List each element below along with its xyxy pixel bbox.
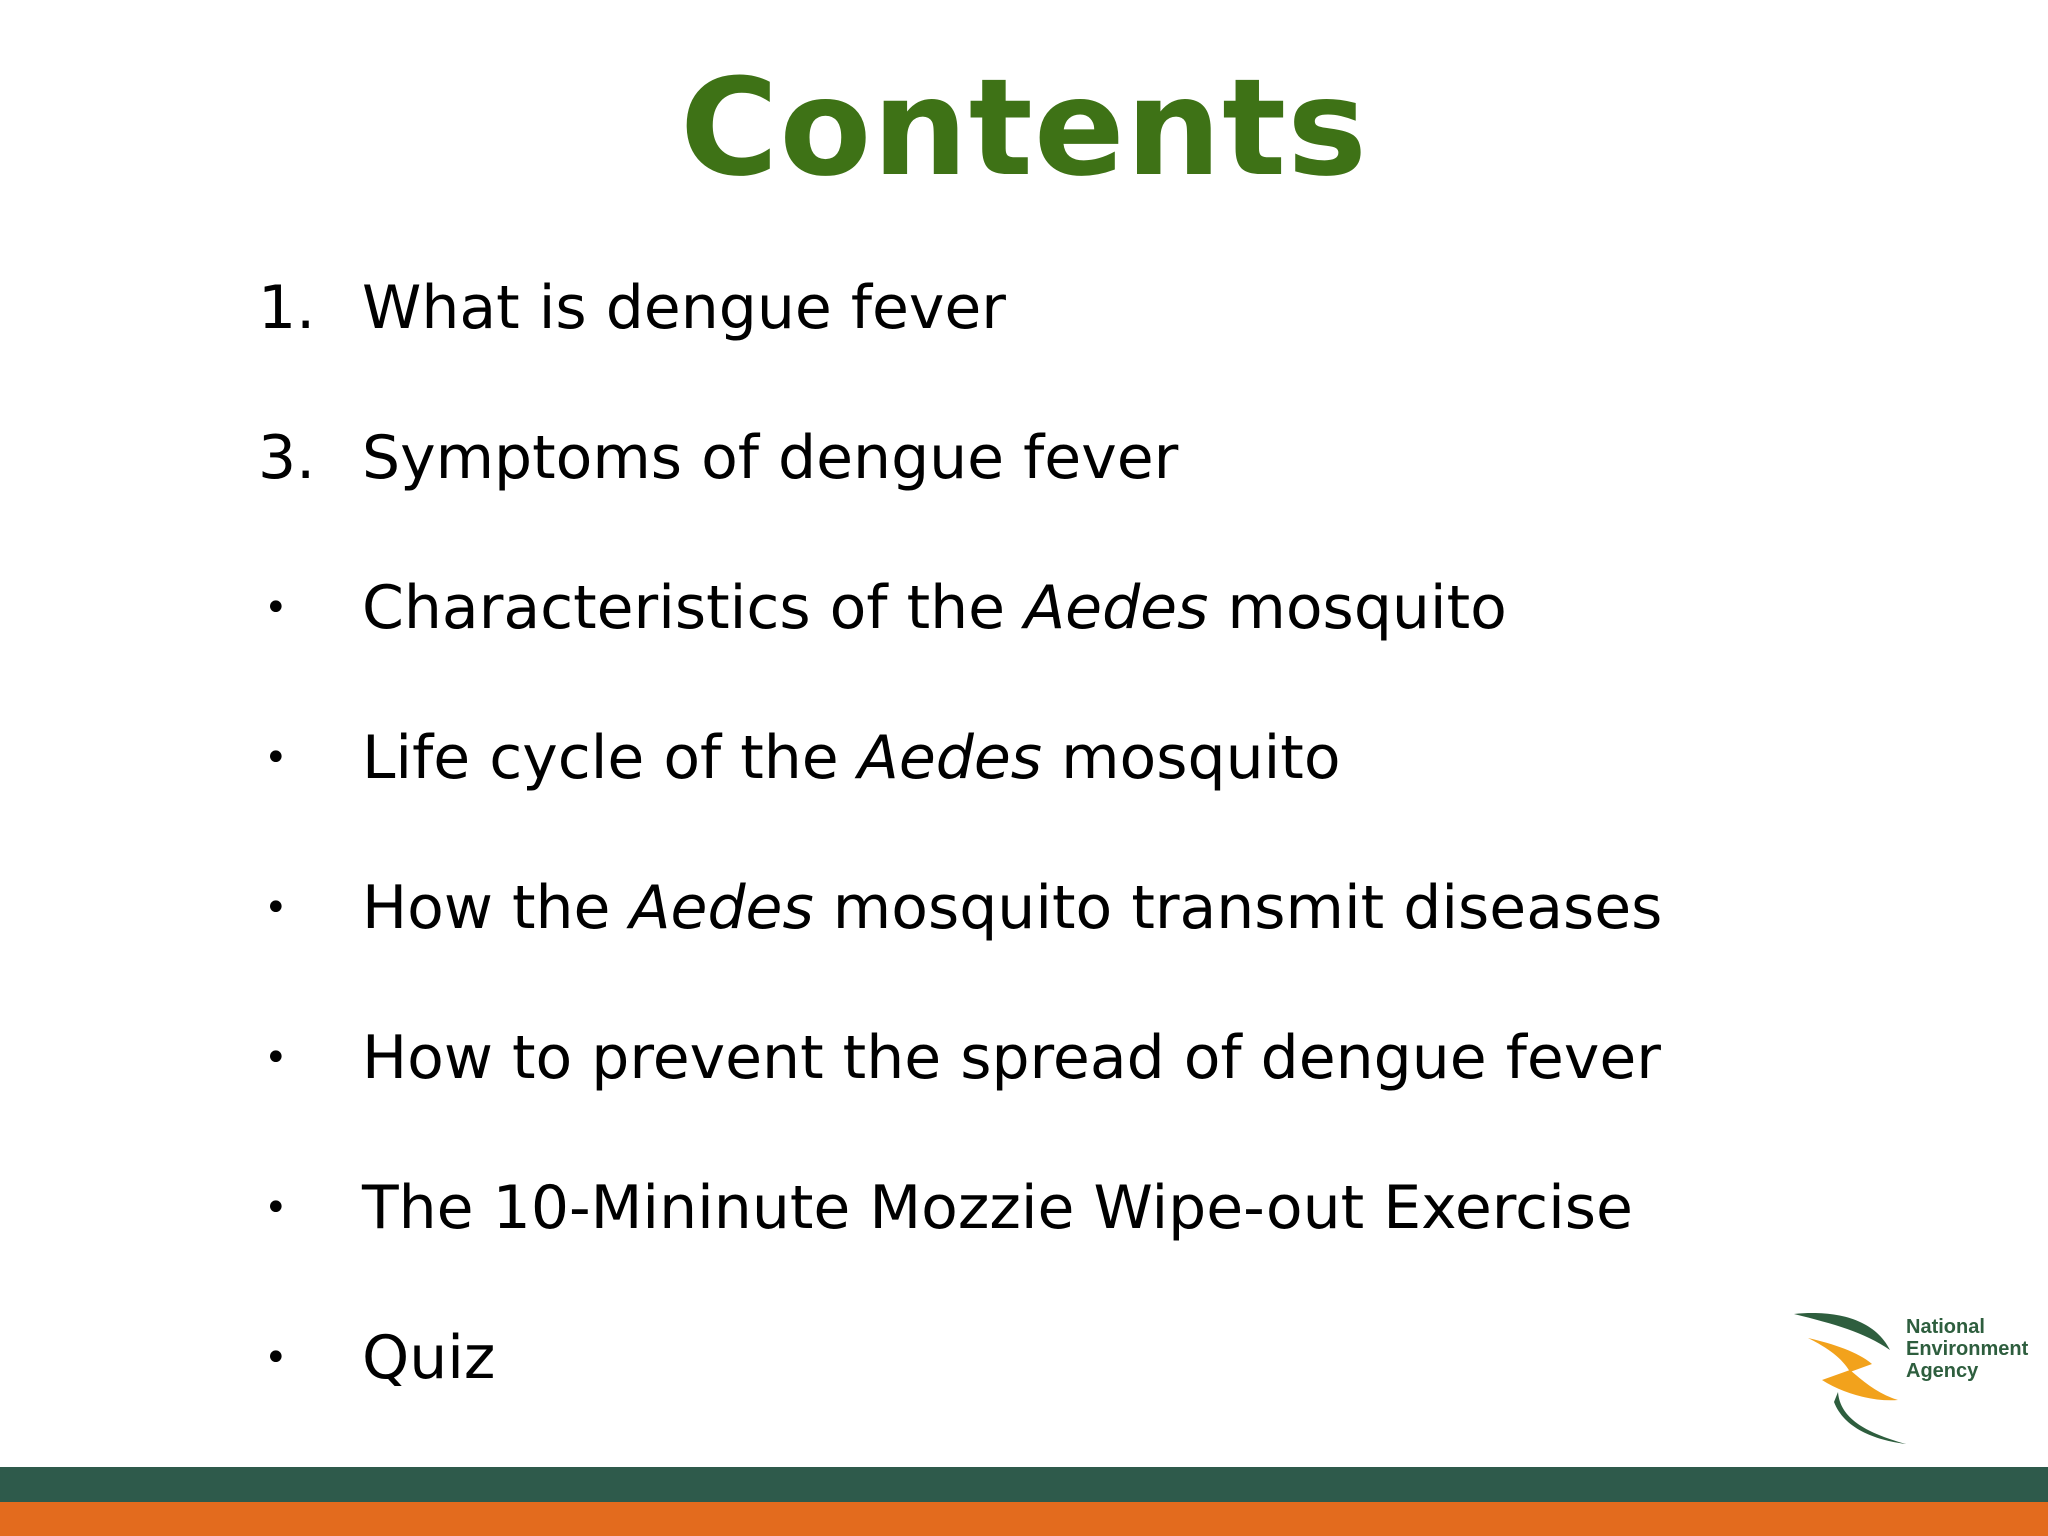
nea-logo (1794, 1310, 2034, 1446)
item-text (362, 248, 1006, 368)
slide-title: Contents (680, 50, 1368, 206)
item-marker: 3. (258, 423, 316, 493)
logo-swoosh-orange-top (1808, 1338, 1872, 1372)
contents-item (258, 848, 1758, 998)
item-text-part: Life cycle of the (362, 723, 858, 793)
contents-item (258, 998, 1758, 1148)
item-text (362, 1148, 1633, 1268)
contents-list (258, 248, 1758, 1448)
item-marker: • (264, 585, 288, 631)
item-text-part: mosquito (1042, 723, 1341, 793)
item-text-italic: Aedes (629, 873, 814, 943)
item-text-italic: Aedes (857, 723, 1043, 793)
logo-line-1: National (1906, 1316, 1985, 1338)
item-text-italic: Aedes (1024, 573, 1209, 643)
contents-item (258, 698, 1758, 848)
item-marker: • (264, 1335, 288, 1381)
logo-swoosh-orange-bottom (1822, 1370, 1898, 1400)
contents-item (258, 398, 1758, 548)
contents-item (258, 248, 1758, 398)
item-text (362, 548, 1507, 668)
footer-band-green (0, 1467, 2048, 1502)
item-text-part: mosquito (1208, 573, 1507, 643)
contents-item (258, 1298, 1758, 1448)
item-text (362, 398, 1178, 518)
logo-swoosh-top (1794, 1313, 1890, 1350)
footer-band-orange (0, 1502, 2048, 1536)
item-text (362, 1298, 495, 1418)
item-text-part: How the (362, 873, 630, 943)
item-text-part: What is dengue fever (362, 273, 1006, 343)
item-text (362, 698, 1341, 818)
item-marker: 1. (258, 273, 316, 343)
logo-line-3: Agency (1906, 1360, 1979, 1382)
item-text-part: How to prevent the spread of dengue fever (362, 1023, 1661, 1093)
item-text-part: The 10-Mininute Mozzie Wipe-out Exercise (362, 1173, 1633, 1243)
logo-text (1906, 1316, 2028, 1382)
item-text-part: Characteristics of the (362, 573, 1025, 643)
contents-item (258, 1148, 1758, 1298)
item-marker: • (264, 885, 288, 931)
item-text-part: mosquito transmit diseases (813, 873, 1663, 943)
item-text (362, 998, 1661, 1118)
item-marker: • (264, 735, 288, 781)
item-marker: • (264, 1185, 288, 1231)
contents-item (258, 548, 1758, 698)
logo-line-2: Environment (1906, 1338, 2029, 1360)
item-text-part: Quiz (362, 1323, 496, 1393)
item-text-part: Symptoms of dengue fever (362, 423, 1179, 493)
item-text (362, 848, 1662, 968)
nea-logo-icon (1794, 1310, 1906, 1446)
item-marker: • (264, 1035, 288, 1081)
